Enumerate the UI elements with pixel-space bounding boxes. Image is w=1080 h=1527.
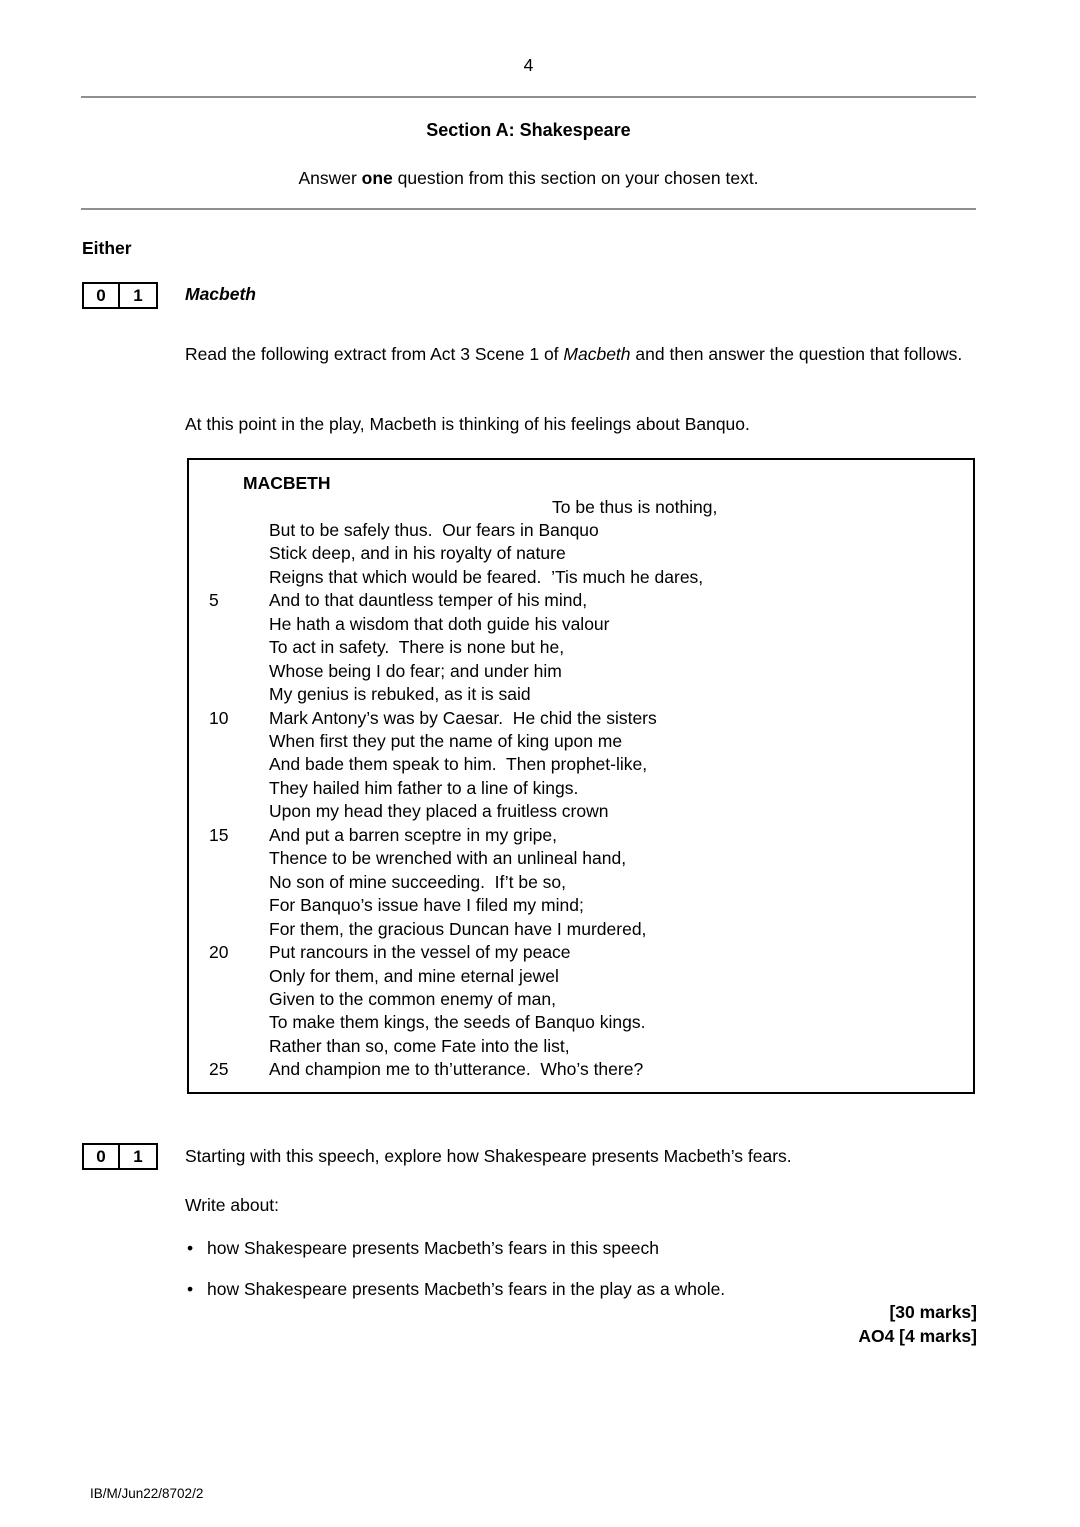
line-number: 25: [209, 1059, 229, 1080]
line-text: My genius is rebuked, as it is said: [269, 684, 531, 705]
line-text: He hath a wisdom that doth guide his valour: [269, 613, 610, 634]
verse-line: [189, 660, 973, 683]
paper-reference-code: IB/M/Jun22/8702/2: [90, 1486, 204, 1501]
line-text: And to that dauntless temper of his mind,: [269, 590, 588, 611]
verse-line: [189, 847, 973, 870]
verse-line: [189, 1011, 973, 1034]
verse-line: [189, 566, 973, 589]
verse-line: [189, 730, 973, 753]
line-text: No son of mine succeeding. If’t be so,: [269, 871, 567, 892]
question-number-digit: 0: [84, 284, 120, 307]
line-text: Thence to be wrenched with an unlineal hand,: [269, 848, 627, 869]
write-about-label: Write about:: [185, 1195, 280, 1215]
line-number: [189, 800, 269, 823]
bullet-text: how Shakespeare presents Macbeth’s fears in the play as a whole.: [207, 1279, 726, 1299]
verse-line: [189, 988, 973, 1011]
line-number: [189, 918, 269, 941]
verse-line: [189, 707, 973, 730]
verse-line: [189, 918, 973, 941]
either-label: Either: [82, 238, 132, 258]
bullet-icon: •: [187, 1279, 194, 1299]
line-number: [189, 871, 269, 894]
line-number: [189, 894, 269, 917]
line-text: And bade them speak to him. Then prophet-like,: [269, 754, 648, 775]
bullet-icon: •: [187, 1238, 194, 1258]
verse-line: [189, 777, 973, 800]
verse-line: [189, 496, 973, 519]
line-text: Put rancours in the vessel of my peace: [269, 942, 571, 963]
marks-block: [81, 1300, 977, 1348]
line-text: For Banquo’s issue have I filed my mind;: [269, 895, 584, 916]
verse-lines: [189, 496, 973, 1082]
verse-line: [189, 683, 973, 706]
verse-line: [189, 965, 973, 988]
line-text: Mark Antony’s was by Caesar. He chid the sisters: [269, 707, 657, 728]
line-text: And champion me to th’utterance. Who’s there?: [269, 1059, 644, 1080]
horizontal-rule-bottom: [81, 208, 976, 210]
line-text: Only for them, and mine eternal jewel: [269, 965, 559, 986]
verse-line: [189, 1058, 973, 1081]
line-number: 15: [209, 824, 229, 845]
line-text: To act in safety. There is none but he,: [269, 637, 565, 658]
verse-line: [189, 941, 973, 964]
line-text: But to be safely thus. Our fears in Banquo: [269, 519, 599, 540]
line-text: Whose being I do fear; and under him: [269, 660, 562, 681]
total-marks: [30 marks]: [889, 1302, 977, 1322]
line-text: Reigns that which would be feared. ’Tis much he dares,: [269, 566, 704, 587]
extract-intro-play-name: Macbeth: [563, 344, 631, 364]
line-text: For them, the gracious Duncan have I murdered,: [269, 918, 647, 939]
instruction-suffix: question from this section on your chosen text.: [392, 168, 759, 188]
line-number: [189, 988, 269, 1011]
extract-intro: [185, 342, 975, 367]
speaker-name: MACBETH: [243, 473, 331, 493]
verse-line: [189, 894, 973, 917]
line-number: 10: [209, 707, 229, 728]
line-number: [189, 777, 269, 800]
line-number: [189, 683, 269, 706]
line-number: [189, 965, 269, 988]
verse-line: [189, 519, 973, 542]
line-number: [189, 660, 269, 683]
line-text: Given to the common enemy of man,: [269, 989, 556, 1010]
line-text: To be thus is nothing,: [552, 496, 718, 517]
line-number: [189, 753, 269, 776]
line-number: [189, 1011, 269, 1034]
verse-line: [189, 753, 973, 776]
line-number: 20: [209, 942, 229, 963]
section-title: Section A: Shakespeare: [426, 120, 631, 140]
extract-context: At this point in the play, Macbeth is thinking of his feelings about Banquo.: [185, 414, 750, 434]
verse-line: [189, 542, 973, 565]
section-instruction: [81, 168, 976, 189]
line-number: [189, 1035, 269, 1058]
task-number-box: [82, 1143, 158, 1170]
verse-line: [189, 613, 973, 636]
verse-line: [189, 589, 973, 612]
line-number: [189, 613, 269, 636]
page-number: 4: [523, 55, 534, 75]
extract-intro-prefix: Read the following extract from Act 3 Scene 1 of: [185, 344, 564, 364]
line-text: Rather than so, come Fate into the list,: [269, 1035, 570, 1056]
question-number-digit: 1: [133, 285, 143, 305]
bullet-item: [185, 1238, 975, 1259]
verse-line: [189, 1035, 973, 1058]
question-play-title: Macbeth: [185, 284, 256, 304]
line-number: [189, 847, 269, 870]
line-number: [189, 496, 269, 519]
line-number: 5: [209, 590, 219, 611]
extract-box: [187, 458, 975, 1094]
verse-line: [189, 824, 973, 847]
extract-intro-suffix: and then answer the question that follows.: [630, 344, 963, 364]
bullet-item: [185, 1279, 975, 1300]
line-text: When first they put the name of king upon me: [269, 731, 623, 752]
line-number: [189, 542, 269, 565]
instruction-prefix: Answer: [298, 168, 362, 188]
line-number: [189, 566, 269, 589]
line-number: [189, 730, 269, 753]
line-text: They hailed him father to a line of kings.: [269, 777, 579, 798]
verse-line: [189, 800, 973, 823]
line-text: And put a barren sceptre in my gripe,: [269, 824, 557, 845]
verse-line: [189, 636, 973, 659]
question-number-box: [82, 282, 158, 309]
verse-line: [189, 871, 973, 894]
line-text: Upon my head they placed a fruitless crown: [269, 801, 609, 822]
line-text: To make them kings, the seeds of Banquo kings.: [269, 1012, 646, 1033]
ao4-marks: AO4 [4 marks]: [858, 1326, 977, 1346]
bullet-text: how Shakespeare presents Macbeth’s fears in this speech: [207, 1238, 660, 1258]
task-number-digit: 1: [133, 1146, 143, 1166]
line-number: [189, 519, 269, 542]
task-number-digit: 0: [84, 1145, 120, 1168]
line-text: Stick deep, and in his royalty of nature: [269, 543, 566, 564]
horizontal-rule-top: [81, 96, 976, 98]
task-prompt: Starting with this speech, explore how Shakespeare presents Macbeth’s fears.: [185, 1146, 792, 1166]
instruction-bold-word: one: [361, 168, 393, 188]
line-number: [189, 636, 269, 659]
